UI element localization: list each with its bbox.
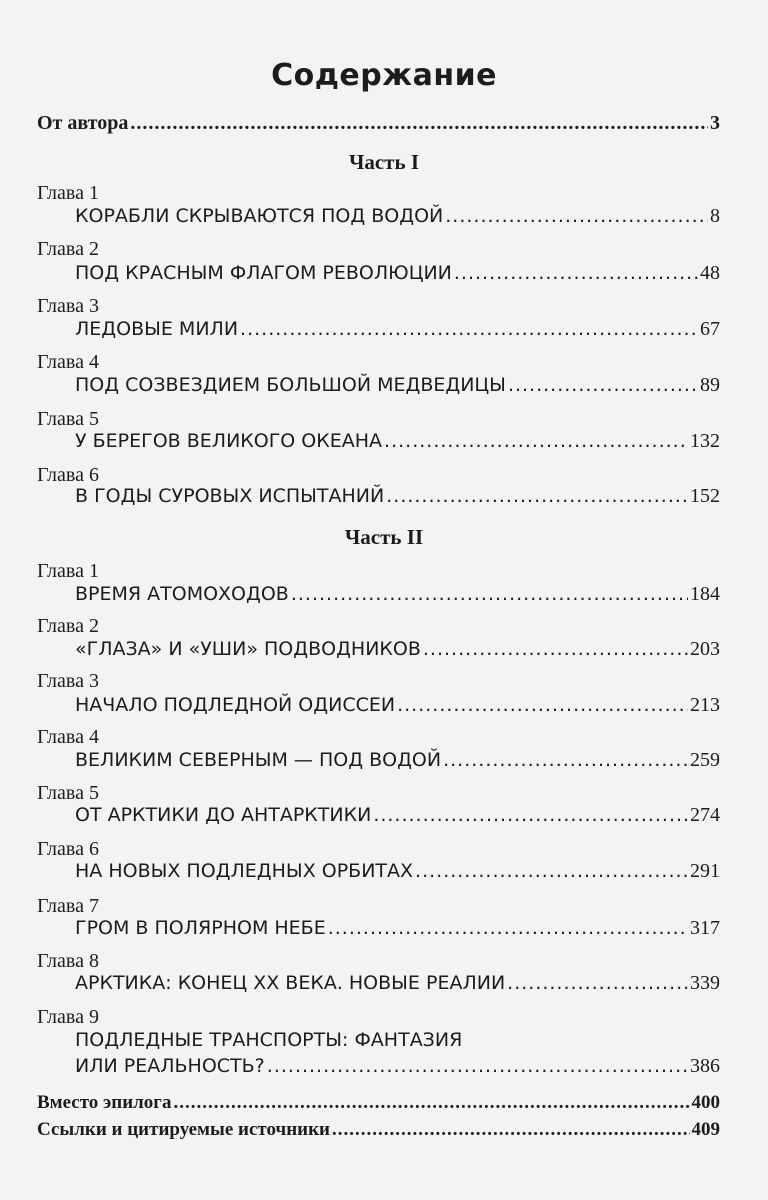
toc-entry[interactable] — [75, 1055, 720, 1078]
dot-leader — [415, 860, 688, 882]
dot-leader — [332, 1119, 690, 1141]
page-number: 259 — [690, 749, 720, 771]
page-number: 3 — [710, 112, 720, 134]
entry-title: ПОДЛЕДНЫЕ ТРАНСПОРТЫ: ФАНТАЗИЯ — [75, 1029, 463, 1051]
chapter-label: Глава 2 — [37, 615, 99, 637]
toc-entry[interactable] — [75, 694, 720, 717]
chapter-label: Глава 3 — [37, 670, 99, 692]
chapter-label: Глава 1 — [37, 182, 99, 204]
chapter-label: Глава 4 — [37, 726, 99, 748]
toc-entry[interactable] — [75, 318, 720, 341]
toc-entry[interactable] — [75, 205, 720, 228]
entry-title: ВЕЛИКИМ СЕВЕРНЫМ — ПОД ВОДОЙ — [75, 749, 442, 771]
entry-title: КОРАБЛИ СКРЫВАЮТСЯ ПОД ВОДОЙ — [75, 205, 444, 227]
toc-entry[interactable] — [75, 262, 720, 285]
toc-entry-back[interactable] — [37, 1119, 720, 1141]
page-number: 339 — [690, 972, 720, 994]
page-number: 213 — [690, 694, 720, 716]
dot-leader — [291, 583, 688, 605]
entry-title: В ГОДЫ СУРОВЫХ ИСПЫТАНИЙ — [75, 485, 385, 507]
dot-leader — [240, 318, 698, 340]
page-number: 67 — [700, 318, 720, 340]
page-number: 48 — [700, 262, 720, 284]
dot-leader — [507, 972, 688, 994]
page-title: Содержание — [271, 58, 497, 93]
entry-title: ЛЕДОВЫЕ МИЛИ — [75, 318, 239, 340]
page-number: 400 — [691, 1092, 720, 1113]
chapter-label: Глава 6 — [37, 838, 99, 860]
dot-leader — [423, 638, 688, 660]
entry-title: НАЧАЛО ПОДЛЕДНОЙ ОДИССЕИ — [75, 694, 396, 716]
entry-title: ОТ АРКТИКИ ДО АНТАРКТИКИ — [75, 804, 372, 826]
dot-leader — [454, 262, 698, 284]
entry-title: ПОД СОЗВЕЗДИЕМ БОЛЬШОЙ МЕДВЕДИЦЫ — [75, 374, 506, 396]
dot-leader — [373, 804, 688, 826]
entry-title: У БЕРЕГОВ ВЕЛИКОГО ОКЕАНА — [75, 430, 383, 452]
page-number: 89 — [700, 374, 720, 396]
page-number: 291 — [690, 860, 720, 882]
toc-entry-back[interactable] — [37, 1092, 720, 1114]
toc-entry[interactable] — [75, 374, 720, 397]
dot-leader — [508, 374, 698, 396]
page-number: 203 — [690, 638, 720, 660]
toc-entry[interactable] — [75, 972, 720, 995]
toc-entry[interactable] — [75, 860, 720, 883]
chapter-label: Глава 2 — [37, 238, 99, 260]
chapter-label: Глава 3 — [37, 295, 99, 317]
toc-entry[interactable] — [75, 917, 720, 940]
chapter-label: Глава 6 — [37, 464, 99, 486]
chapter-label: Глава 5 — [37, 782, 99, 804]
page-number: 386 — [690, 1055, 720, 1077]
dot-leader — [173, 1092, 689, 1114]
toc-entry-title-first-line[interactable] — [75, 1029, 720, 1051]
part-heading: Часть II — [344, 525, 424, 549]
toc-entry[interactable] — [75, 804, 720, 827]
entry-title: «ГЛАЗА» И «УШИ» ПОДВОДНИКОВ — [75, 638, 421, 660]
page-number: 184 — [690, 583, 720, 605]
page-number: 152 — [690, 485, 720, 507]
entry-label: От автора — [37, 112, 129, 134]
dot-leader — [130, 112, 708, 135]
chapter-label: Глава 9 — [37, 1006, 99, 1028]
chapter-label: Глава 8 — [37, 950, 99, 972]
chapter-label: Глава 1 — [37, 560, 99, 582]
toc-entry[interactable] — [75, 638, 720, 661]
page-number: 274 — [690, 804, 720, 826]
page-number: 409 — [691, 1119, 720, 1140]
dot-leader — [443, 749, 688, 771]
entry-title: НА НОВЫХ ПОДЛЕДНЫХ ОРБИТАХ — [75, 860, 414, 882]
page-number: 8 — [710, 205, 720, 227]
entry-label: Ссылки и цитируемые источники — [37, 1119, 330, 1140]
toc-entry[interactable] — [75, 485, 720, 508]
chapter-label: Глава 4 — [37, 351, 99, 373]
dot-leader — [397, 694, 688, 716]
entry-label: Вместо эпилога — [37, 1092, 172, 1113]
dot-leader — [328, 917, 688, 939]
dot-leader — [384, 430, 688, 452]
toc-entry[interactable] — [75, 749, 720, 772]
entry-title: ВРЕМЯ АТОМОХОДОВ — [75, 583, 289, 605]
toc-entry[interactable] — [75, 583, 720, 606]
entry-title-continued: ИЛИ РЕАЛЬНОСТЬ? — [75, 1055, 265, 1077]
part-heading: Часть I — [348, 150, 420, 174]
page-number: 132 — [690, 430, 720, 452]
toc-entry-front[interactable] — [37, 112, 720, 135]
chapter-label: Глава 5 — [37, 408, 99, 430]
chapter-label: Глава 7 — [37, 895, 99, 917]
dot-leader — [386, 485, 688, 507]
entry-title: ГРОМ В ПОЛЯРНОМ НЕБЕ — [75, 917, 326, 939]
toc-entry[interactable] — [75, 430, 720, 453]
dot-leader — [267, 1055, 688, 1077]
entry-title: АРКТИКА: КОНЕЦ XX ВЕКА. НОВЫЕ РЕАЛИИ — [75, 972, 506, 994]
dot-leader — [445, 205, 708, 227]
entry-title: ПОД КРАСНЫМ ФЛАГОМ РЕВОЛЮЦИИ — [75, 262, 452, 284]
page-number: 317 — [690, 917, 720, 939]
